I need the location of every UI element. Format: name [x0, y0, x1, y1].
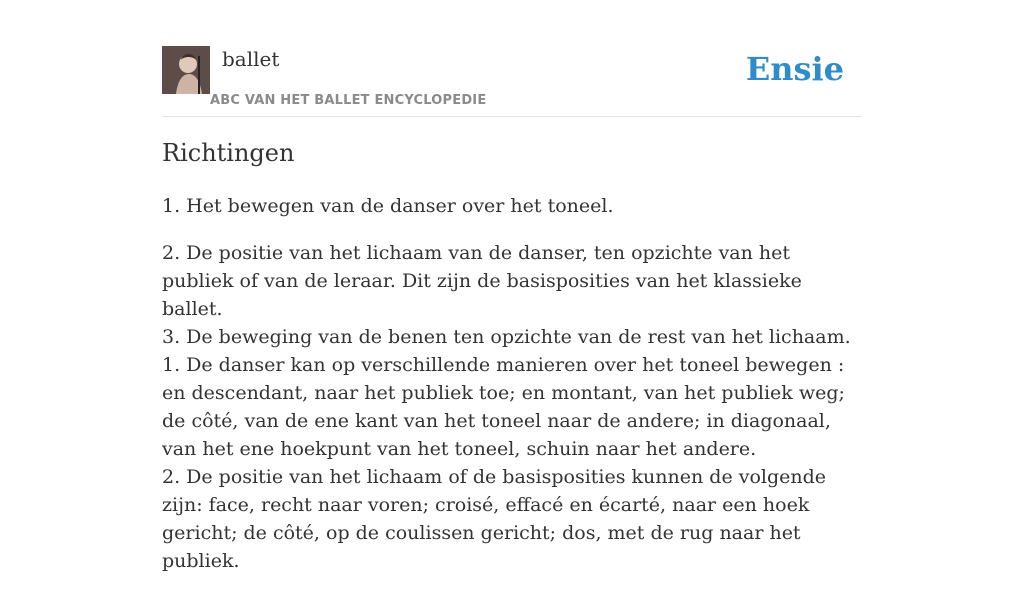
- header: [162, 46, 862, 117]
- brand-logo[interactable]: Ensie: [745, 50, 844, 88]
- text-line: 3. De beweging van de benen ten opzichte van de rest van het lichaam.: [162, 326, 851, 348]
- avatar-image: [162, 46, 210, 94]
- paragraph-block: [162, 239, 862, 575]
- text-line: 2. De positie van het lichaam of de basisposities kunnen de volgende zijn: face, recht naar voren; croisé, effacé en écarté, naar een hoek gericht; de côté, op de coulissen gericht; dos, met de rug naar het publiek.: [162, 466, 827, 572]
- article-body: [162, 192, 862, 594]
- text-line: 1. De danser kan op verschillende manieren over het toneel bewegen : en descendant, naar het publiek toe; en montant, van het publiek weg; de côté, van de ene kant van het toneel naar de andere; in diagonaal, van het ene hoekpunt van het toneel, schuin naar het andere.: [162, 354, 845, 460]
- article-title: Richtingen: [162, 139, 295, 167]
- paragraph: 1. Het bewegen van de danser over het toneel.: [162, 195, 614, 217]
- encyclopedia-subtitle[interactable]: ABC VAN HET BALLET ENCYCLOPEDIE: [210, 93, 487, 108]
- text-line: 2. De positie van het lichaam van de danser, ten opzichte van het publiek of van de leraar. Dit zijn de basisposities van het klassieke ballet.: [162, 242, 802, 320]
- avatar[interactable]: [162, 46, 210, 94]
- author-name[interactable]: ballet: [222, 47, 280, 71]
